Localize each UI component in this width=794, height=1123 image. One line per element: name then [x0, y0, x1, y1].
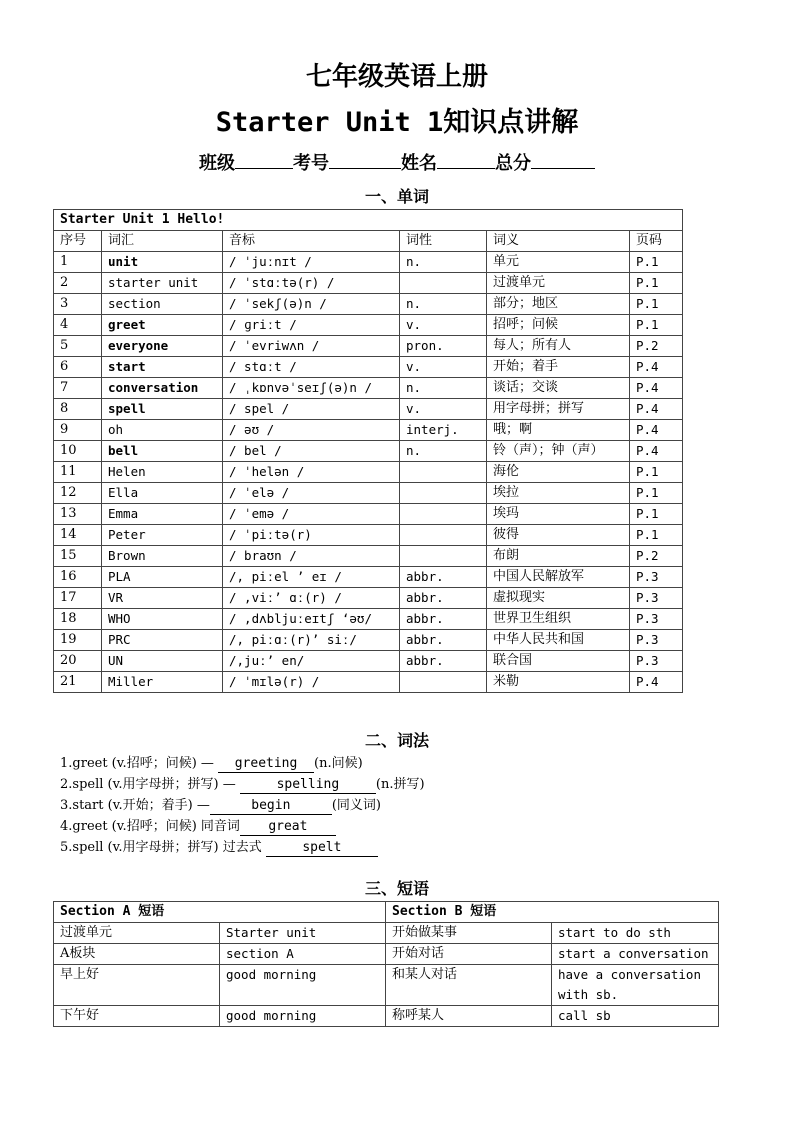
- section-heading-words: 一、单词: [364, 187, 429, 206]
- vocab-part-of-speech: v.: [400, 315, 487, 336]
- name-label: 姓名: [401, 153, 437, 174]
- vocab-part-of-speech: v.: [400, 357, 487, 378]
- subtitle-topic: 知识点讲解: [443, 107, 579, 138]
- word-forms-list: [60, 753, 425, 858]
- vocabulary-row: [54, 273, 683, 294]
- vocab-meaning: 每人；所有人: [487, 336, 630, 357]
- vocab-page: P.1: [630, 483, 683, 504]
- vocab-word: Miller: [102, 672, 223, 693]
- vocab-page: P.4: [630, 420, 683, 441]
- vocab-word: everyone: [102, 336, 223, 357]
- vocab-part-of-speech: pron.: [400, 336, 487, 357]
- word-form-answer: spelt: [266, 840, 378, 857]
- vocab-page: P.3: [630, 651, 683, 672]
- word-form-prompt: 2.spell (v.用字母拼；拼写) —: [60, 777, 240, 792]
- column-header-phonetic: 音标: [223, 231, 400, 252]
- section-b-phrase-english: call sb: [552, 1006, 719, 1027]
- vocab-word: Peter: [102, 525, 223, 546]
- page-title: 七年级英语上册: [305, 62, 488, 92]
- vocab-number: 6: [54, 357, 102, 378]
- vocab-page: P.3: [630, 588, 683, 609]
- vocabulary-row: [54, 525, 683, 546]
- word-form-note: (同义词): [331, 798, 381, 813]
- vocabulary-row: [54, 651, 683, 672]
- vocab-part-of-speech: abbr.: [400, 609, 487, 630]
- vocabulary-row: [54, 399, 683, 420]
- vocab-number: 14: [54, 525, 102, 546]
- vocab-number: 7: [54, 378, 102, 399]
- section-a-phrase-chinese: 过渡单元: [54, 923, 220, 944]
- vocab-phonetic: / ˈelə /: [223, 483, 400, 504]
- exam-number-blank: [329, 150, 401, 169]
- vocab-part-of-speech: abbr.: [400, 651, 487, 672]
- word-form-prompt: 3.start (v.开始；着手) —: [60, 798, 210, 813]
- exam-number-label: 考号: [293, 153, 329, 174]
- vocabulary-row: [54, 378, 683, 399]
- vocab-number: 17: [54, 588, 102, 609]
- word-form-item: [60, 774, 425, 795]
- column-header-word: 词汇: [102, 231, 223, 252]
- vocab-page: P.1: [630, 504, 683, 525]
- vocab-page: P.3: [630, 609, 683, 630]
- vocab-number: 8: [54, 399, 102, 420]
- vocab-meaning: 铃（声）；钟（声）: [487, 441, 630, 462]
- vocab-meaning: 中国人民解放军: [487, 567, 630, 588]
- subtitle-unit: Starter Unit 1: [215, 107, 444, 138]
- vocab-meaning: 彼得: [487, 525, 630, 546]
- vocab-part-of-speech: [400, 273, 487, 294]
- vocab-meaning: 谈话；交谈: [487, 378, 630, 399]
- vocab-word: starter unit: [102, 273, 223, 294]
- vocabulary-row: [54, 420, 683, 441]
- vocab-word: start: [102, 357, 223, 378]
- name-blank: [437, 150, 495, 169]
- vocab-meaning: 虚拟现实: [487, 588, 630, 609]
- vocab-page: P.2: [630, 336, 683, 357]
- vocab-word: conversation: [102, 378, 223, 399]
- vocab-phonetic: / ˈsekʃ(ə)n /: [223, 294, 400, 315]
- vocab-number: 5: [54, 336, 102, 357]
- vocabulary-row: [54, 546, 683, 567]
- vocab-page: P.1: [630, 315, 683, 336]
- score-label: 总分: [495, 153, 531, 174]
- word-form-note: (n.问候): [314, 756, 363, 771]
- section-b-phrase-english: start to do sth: [552, 923, 719, 944]
- vocab-part-of-speech: [400, 546, 487, 567]
- vocab-part-of-speech: v.: [400, 399, 487, 420]
- student-info-line: [0, 150, 794, 177]
- vocab-page: P.3: [630, 630, 683, 651]
- vocab-number: 15: [54, 546, 102, 567]
- section-b-phrase-chinese: 和某人对话: [386, 965, 552, 1006]
- vocab-meaning: 布朗: [487, 546, 630, 567]
- vocab-meaning: 过渡单元: [487, 273, 630, 294]
- vocab-word: greet: [102, 315, 223, 336]
- section-a-phrase-chinese: A板块: [54, 944, 220, 965]
- word-form-item: [60, 795, 425, 816]
- vocabulary-row: [54, 357, 683, 378]
- vocabulary-row: [54, 609, 683, 630]
- vocab-part-of-speech: n.: [400, 441, 487, 462]
- vocabulary-row: [54, 462, 683, 483]
- vocab-number: 11: [54, 462, 102, 483]
- vocab-phonetic: / ˈjuːnɪt /: [223, 252, 400, 273]
- vocab-part-of-speech: n.: [400, 294, 487, 315]
- section-a-caption: Section A 短语: [54, 902, 386, 923]
- vocab-phonetic: / ˈevriwʌn /: [223, 336, 400, 357]
- vocab-word: UN: [102, 651, 223, 672]
- vocab-number: 20: [54, 651, 102, 672]
- vocab-phonetic: / stɑːt /: [223, 357, 400, 378]
- section-heading-phrases: 三、短语: [364, 879, 429, 898]
- score-blank: [531, 150, 595, 169]
- section-b-phrase-chinese: 开始对话: [386, 944, 552, 965]
- vocab-number: 3: [54, 294, 102, 315]
- vocabulary-row: [54, 315, 683, 336]
- section-b-phrase-english: start a conversation: [552, 944, 719, 965]
- vocab-number: 21: [54, 672, 102, 693]
- vocabulary-row: [54, 588, 683, 609]
- vocabulary-table: [53, 209, 683, 693]
- vocab-meaning: 联合国: [487, 651, 630, 672]
- vocab-word: Brown: [102, 546, 223, 567]
- vocab-word: oh: [102, 420, 223, 441]
- column-header-part-of-speech: 词性: [400, 231, 487, 252]
- vocab-part-of-speech: interj.: [400, 420, 487, 441]
- vocab-part-of-speech: abbr.: [400, 588, 487, 609]
- section-b-phrase-english: have a conversation with sb.: [552, 965, 719, 1006]
- vocab-page: P.2: [630, 546, 683, 567]
- vocab-meaning: 世界卫生组织: [487, 609, 630, 630]
- class-label: 班级: [199, 153, 235, 174]
- vocab-phonetic: / ˈstɑːtə(r) /: [223, 273, 400, 294]
- vocab-part-of-speech: n.: [400, 252, 487, 273]
- vocab-phonetic: / ˌkɒnvəˈseɪʃ(ə)n /: [223, 378, 400, 399]
- vocab-page: P.4: [630, 378, 683, 399]
- phrase-row: [54, 965, 719, 1006]
- vocab-page: P.1: [630, 252, 683, 273]
- vocab-number: 1: [54, 252, 102, 273]
- vocab-word: Ella: [102, 483, 223, 504]
- vocab-word: spell: [102, 399, 223, 420]
- vocab-number: 12: [54, 483, 102, 504]
- vocabulary-row: [54, 441, 683, 462]
- vocab-word: WHO: [102, 609, 223, 630]
- vocab-meaning: 单元: [487, 252, 630, 273]
- phrases-table: [53, 901, 719, 1027]
- section-b-phrase-chinese: 称呼某人: [386, 1006, 552, 1027]
- vocabulary-caption: Starter Unit 1 Hello!: [54, 210, 683, 231]
- section-heading-word-forms: 二、词法: [364, 731, 429, 750]
- vocab-part-of-speech: [400, 525, 487, 546]
- vocab-phonetic: / braʊn /: [223, 546, 400, 567]
- vocab-phonetic: / ɡriːt /: [223, 315, 400, 336]
- word-form-item: [60, 837, 425, 858]
- vocab-meaning: 埃玛: [487, 504, 630, 525]
- vocab-number: 10: [54, 441, 102, 462]
- section-a-phrase-english: good morning: [220, 965, 386, 1006]
- vocab-meaning: 部分；地区: [487, 294, 630, 315]
- vocab-phonetic: / ,viː’ ɑː(r) /: [223, 588, 400, 609]
- vocab-word: PRC: [102, 630, 223, 651]
- section-b-phrase-chinese: 开始做某事: [386, 923, 552, 944]
- section-a-phrase-chinese: 早上好: [54, 965, 220, 1006]
- vocab-number: 13: [54, 504, 102, 525]
- column-header-number: 序号: [54, 231, 102, 252]
- vocab-meaning: 哦；啊: [487, 420, 630, 441]
- word-form-prompt: 4.greet (v.招呼；问候) 同音词: [60, 819, 240, 834]
- vocabulary-row: [54, 336, 683, 357]
- vocab-part-of-speech: [400, 462, 487, 483]
- vocab-part-of-speech: [400, 483, 487, 504]
- vocabulary-row: [54, 294, 683, 315]
- vocab-part-of-speech: abbr.: [400, 630, 487, 651]
- vocab-part-of-speech: n.: [400, 378, 487, 399]
- vocab-number: 2: [54, 273, 102, 294]
- vocab-number: 16: [54, 567, 102, 588]
- vocab-page: P.3: [630, 567, 683, 588]
- vocab-meaning: 招呼；问候: [487, 315, 630, 336]
- vocab-meaning: 米勒: [487, 672, 630, 693]
- vocab-meaning: 开始；着手: [487, 357, 630, 378]
- vocab-word: section: [102, 294, 223, 315]
- vocab-phonetic: /, piːel ’ eɪ /: [223, 567, 400, 588]
- column-header-meaning: 词义: [487, 231, 630, 252]
- word-form-prompt: 5.spell (v.用字母拼；拼写) 过去式: [60, 840, 266, 855]
- vocabulary-row: [54, 630, 683, 651]
- vocab-page: P.1: [630, 294, 683, 315]
- vocab-number: 4: [54, 315, 102, 336]
- vocab-phonetic: / bel /: [223, 441, 400, 462]
- vocab-phonetic: /, piːɑː(r)’ siː/: [223, 630, 400, 651]
- vocab-phonetic: / spel /: [223, 399, 400, 420]
- vocabulary-row: [54, 567, 683, 588]
- vocab-page: P.1: [630, 273, 683, 294]
- vocab-word: PLA: [102, 567, 223, 588]
- vocab-meaning: 中华人民共和国: [487, 630, 630, 651]
- section-a-phrase-english: good morning: [220, 1006, 386, 1027]
- word-form-answer: great: [240, 819, 336, 836]
- vocab-word: bell: [102, 441, 223, 462]
- vocab-page: P.4: [630, 441, 683, 462]
- vocab-phonetic: / ˈhelən /: [223, 462, 400, 483]
- vocab-phonetic: / ˈpiːtə(r): [223, 525, 400, 546]
- vocab-number: 9: [54, 420, 102, 441]
- vocab-word: unit: [102, 252, 223, 273]
- vocab-part-of-speech: abbr.: [400, 567, 487, 588]
- vocab-word: VR: [102, 588, 223, 609]
- vocab-meaning: 埃拉: [487, 483, 630, 504]
- vocabulary-row: [54, 504, 683, 525]
- vocab-meaning: 用字母拼；拼写: [487, 399, 630, 420]
- vocab-phonetic: /,juː’ en/: [223, 651, 400, 672]
- word-form-item: [60, 816, 425, 837]
- vocab-page: P.4: [630, 399, 683, 420]
- vocabulary-row: [54, 483, 683, 504]
- word-form-prompt: 1.greet (v.招呼；问候) —: [60, 756, 219, 771]
- vocab-page: P.1: [630, 462, 683, 483]
- vocab-number: 19: [54, 630, 102, 651]
- phrase-row: [54, 923, 719, 944]
- vocab-page: P.4: [630, 357, 683, 378]
- phrase-row: [54, 1006, 719, 1027]
- section-a-phrase-chinese: 下午好: [54, 1006, 220, 1027]
- column-header-page: 页码: [630, 231, 683, 252]
- vocab-page: P.4: [630, 672, 683, 693]
- vocabulary-row: [54, 672, 683, 693]
- phrase-row: [54, 944, 719, 965]
- vocab-number: 18: [54, 609, 102, 630]
- vocab-phonetic: / ˈemə /: [223, 504, 400, 525]
- word-form-answer: begin: [210, 798, 332, 815]
- section-a-phrase-english: Starter unit: [220, 923, 386, 944]
- vocab-page: P.1: [630, 525, 683, 546]
- word-form-answer: spelling: [240, 777, 376, 794]
- vocab-part-of-speech: [400, 672, 487, 693]
- word-form-answer: greeting: [218, 756, 314, 773]
- vocab-word: Helen: [102, 462, 223, 483]
- word-form-item: [60, 753, 425, 774]
- section-a-phrase-english: section A: [220, 944, 386, 965]
- word-form-note: (n.拼写): [375, 777, 425, 792]
- section-b-caption: Section B 短语: [386, 902, 719, 923]
- vocabulary-row: [54, 252, 683, 273]
- class-blank: [235, 150, 293, 169]
- vocab-meaning: 海伦: [487, 462, 630, 483]
- vocab-phonetic: / ,dʌbljuːeɪtʃ ‘əʊ/: [223, 609, 400, 630]
- vocab-phonetic: / əʊ /: [223, 420, 400, 441]
- page-subtitle: [0, 104, 794, 142]
- vocab-part-of-speech: [400, 504, 487, 525]
- vocab-word: Emma: [102, 504, 223, 525]
- vocab-phonetic: / ˈmɪlə(r) /: [223, 672, 400, 693]
